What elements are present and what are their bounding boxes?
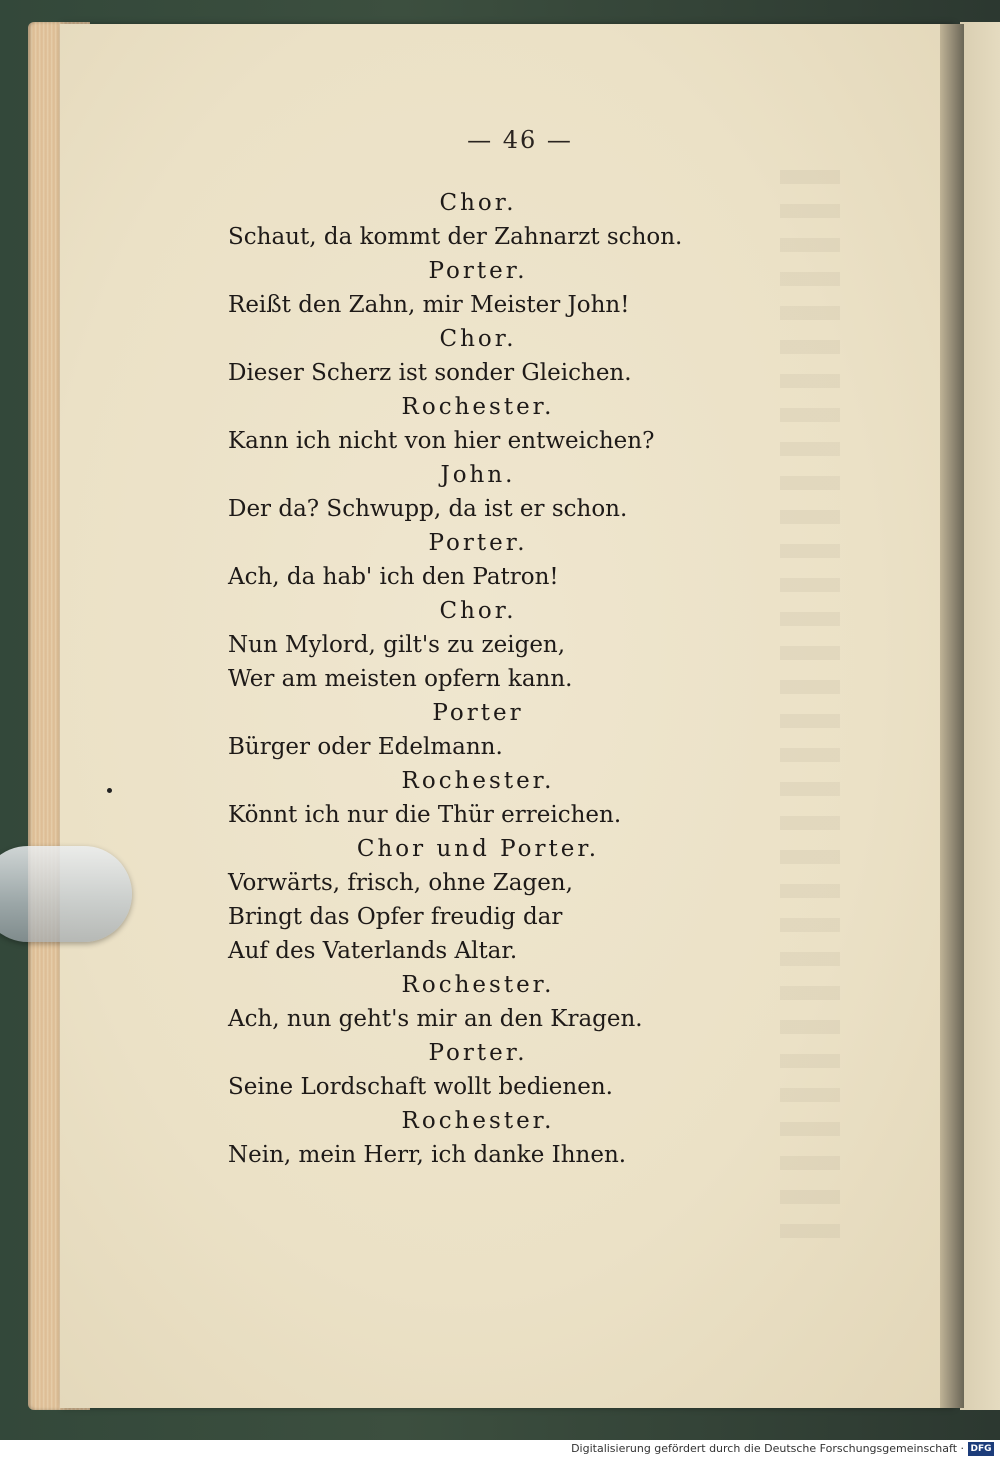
verse-line: Schaut, da kommt der Zahnarzt schon. [228,224,683,250]
show-through-text [780,170,840,1250]
dfg-logo: DFG [968,1442,994,1456]
verse-line: Seine Lordschaft wollt bedienen. [228,1074,613,1100]
verse-line: Bringt das Opfer freudig dar [228,904,563,930]
verse-line: Könnt ich nur die Thür erreichen. [228,802,622,828]
speaker-name: Rochester. [401,972,555,998]
page-number: — 46 — [467,126,573,154]
verse-line: Dieser Scherz ist sonder Gleichen. [228,360,632,386]
page-clip [0,846,132,942]
verse-line: Vorwärts, frisch, ohne Zagen, [228,870,573,896]
verse-line: Reißt den Zahn, mir Meister John! [228,292,630,318]
speaker-name: Chor. [439,326,517,352]
ink-speck [107,788,112,793]
speaker-name: Rochester. [401,394,555,420]
verse-line: Auf des Vaterlands Altar. [228,938,518,964]
verse-line: Kann ich nicht von hier entweichen? [228,428,655,454]
speaker-name: Porter. [428,530,528,556]
verse-line: Ach, nun geht's mir an den Kragen. [228,1006,643,1032]
verse-line: Bürger oder Edelmann. [228,734,503,760]
speaker-name: Porter [432,700,524,726]
speaker-name: Porter. [428,1040,528,1066]
facing-page [960,22,1000,1410]
speaker-name: Rochester. [401,768,555,794]
speaker-name: Chor. [439,190,517,216]
verse-line: Wer am meisten opfern kann. [228,666,573,692]
speaker-name: Porter. [428,258,528,284]
verse-line: Der da? Schwupp, da ist er schon. [228,496,628,522]
libretto-text [228,186,728,1172]
footer-credit: Digitalisierung gefördert durch die Deutsche Forschungsgemeinschaft · [571,1442,964,1455]
speaker-name: Chor und Porter. [356,836,600,862]
speaker-name: Rochester. [401,1108,555,1134]
speaker-name: Chor. [439,598,517,624]
verse-line: Nein, mein Herr, ich danke Ihnen. [228,1142,627,1168]
book-gutter [940,24,964,1408]
speaker-name: John. [440,462,516,488]
verse-line: Nun Mylord, gilt's zu zeigen, [228,632,566,658]
verse-line: Ach, da hab' ich den Patron! [228,564,559,590]
